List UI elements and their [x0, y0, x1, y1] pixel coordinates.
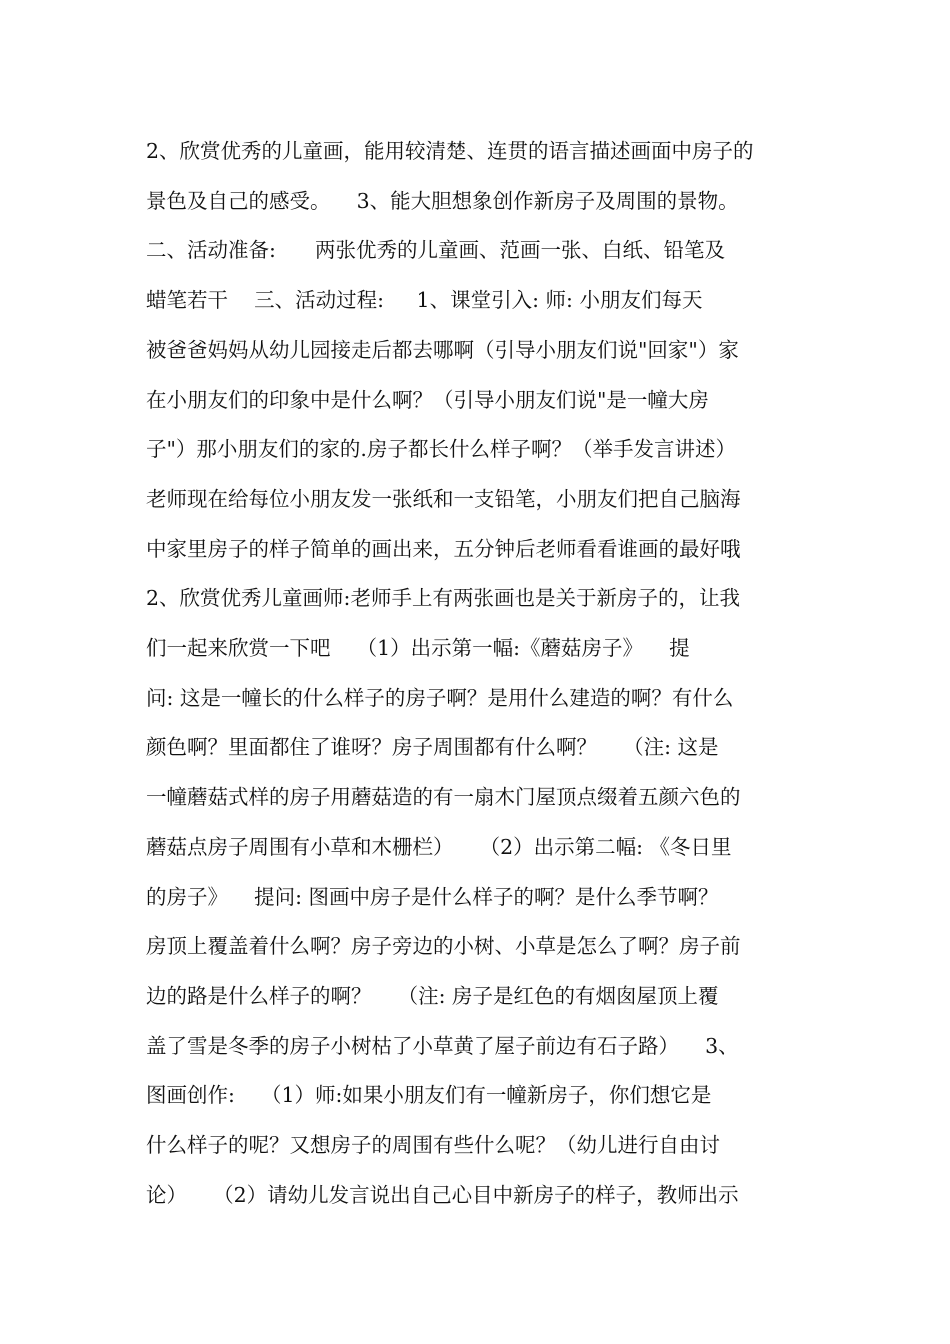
text-line: 一幢蘑菇式样的房子用蘑菇造的有一扇木门屋顶点缀着五颜六色的 [146, 785, 741, 809]
text-line: 边的路是什么样子的啊？ （注: 房子是红色的有烟囱屋顶上覆 [146, 984, 719, 1008]
text-line: 子"）那小朋友们的家的.房子都长什么样子啊？（举手发言讲述） [146, 437, 736, 461]
text-line: 被爸爸妈妈从幼儿园接走后都去哪啊（引导小朋友们说"回家"）家 [146, 338, 739, 362]
text-line: 图画创作: （1）师:如果小朋友们有一幢新房子，你们想它是 [146, 1083, 712, 1107]
text-line: 二、活动准备: 两张优秀的儿童画、范画一张、白纸、铅笔及 [146, 238, 726, 262]
text-line: 在小朋友们的印象中是什么啊？（引导小朋友们说"是一幢大房 [146, 388, 709, 412]
text-line: 蘑菇点房子周围有小草和木栅栏） （2）出示第二幅: 《冬日里 [146, 835, 732, 859]
text-line: 论） （2）请幼儿发言说出自己心目中新房子的样子，教师出示 [146, 1183, 739, 1207]
text-line: 颜色啊？里面都住了谁呀？房子周围都有什么啊？ （注: 这是 [146, 735, 719, 759]
text-line: 的房子》 提问: 图画中房子是什么样子的啊？是什么季节啊？ [146, 885, 719, 909]
text-line: 老师现在给每位小朋友发一张纸和一支铅笔，小朋友们把自己脑海 [146, 487, 741, 511]
text-line: 盖了雪是冬季的房子小树枯了小草黄了屋子前边有石子路） 3、 [146, 1034, 739, 1058]
text-line: 2、欣赏优秀的儿童画，能用较清楚、连贯的语言描述画面中房子的 [146, 139, 754, 163]
text-line: 景色及自己的感受。 3、能大胆想象创作新房子及周围的景物。 [146, 189, 739, 213]
text-line: 问: 这是一幢长的什么样子的房子啊？是用什么建造的啊？有什么 [146, 686, 734, 710]
text-line: 蜡笔若干 三、活动过程: 1、课堂引入: 师: 小朋友们每天 [146, 288, 703, 312]
text-line: 2、欣赏优秀儿童画师:老师手上有两张画也是关于新房子的，让我 [146, 586, 740, 610]
text-line: 房顶上覆盖着什么啊？房子旁边的小树、小草是怎么了啊？房子前 [146, 934, 741, 958]
text-line: 们一起来欣赏一下吧 （1）出示第一幅:《蘑菇房子》 提 [146, 636, 690, 660]
text-line: 中家里房子的样子简单的画出来，五分钟后老师看看谁画的最好哦 [146, 537, 741, 561]
text-line: 什么样子的呢？又想房子的周围有些什么呢？（幼儿进行自由讨 [146, 1133, 720, 1157]
